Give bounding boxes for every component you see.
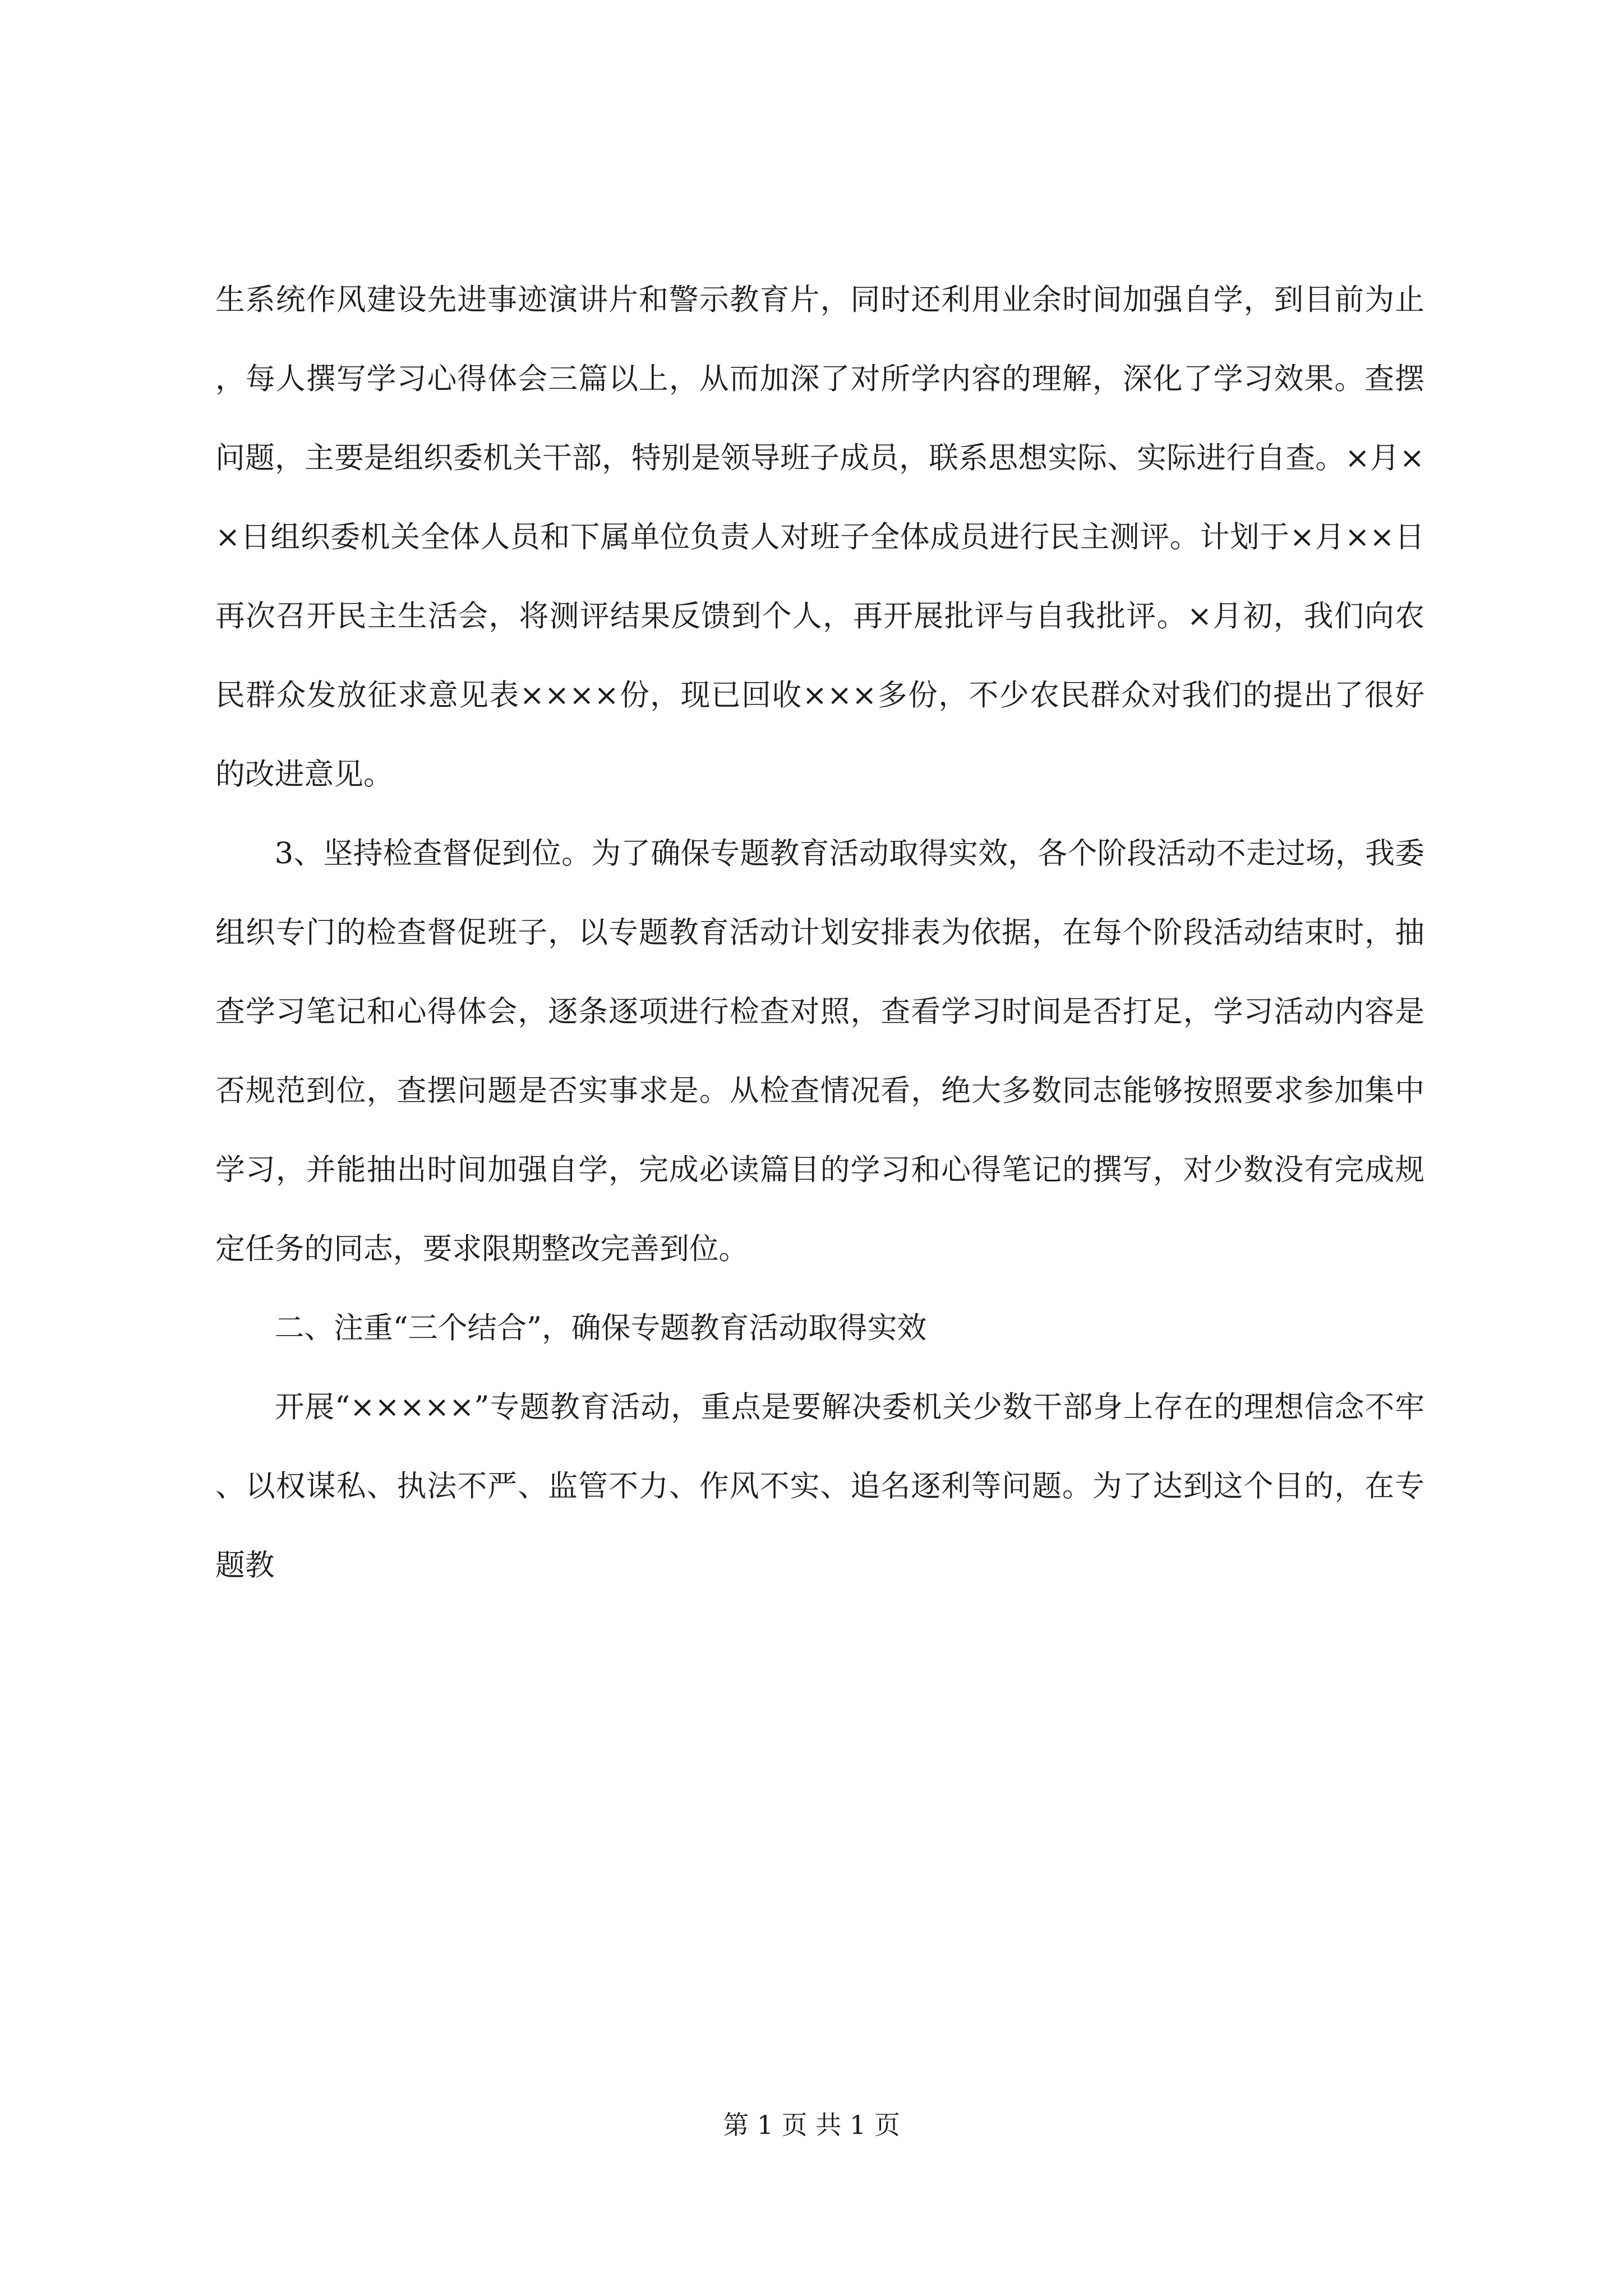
paragraph-continuation: 生系统作风建设先进事迹演讲片和警示教育片，同时还利用业余时间加强自学，到目前为止，每人撰写学习心得体会三篇以上，从而加深了对所学内容的理解，深化了学习效果。查摆问题，主要是组织委机关干部，特别是领导班子成员，联系思想实际、实际进行自查。×月××日组织委机关全体人员和下属单位负责人对班子全体成员进行民主测评。计划于×月××日再次召开民主生活会，将测评结果反馈到个人，再开展批评与自我批评。×月初，我们向农民群众发放征求意见表××××份，现已回收×××多份，不少农民群众对我们的提出了很好的改进意见。 [215,283,1424,792]
paragraph-special-education: 开展“×××××”专题教育活动，重点是要解决委机关少数干部身上存在的理想信念不牢、以权谋私、执法不严、监管不力、作风不实、追名逐利等问题。为了达到这个目的，在专题教 [215,1390,1424,1582]
page-number-footer: 第 1 页 共 1 页 [723,2110,900,2140]
document-body [215,260,1424,1605]
paragraph-inspection-supervision: 3、坚持检查督促到位。为了确保专题教育活动取得实效，各个阶段活动不走过场，我委组织专门的检查督促班子，以专题教育活动计划安排表为依据，在每个阶段活动结束时，抽查学习笔记和心得体会，逐条逐项进行检查对照，查看学习时间是否打足，学习活动内容是否规范到位，查摆问题是否实事求是。从检查情况看，绝大多数同志能够按照要求参加集中学习，并能抽出时间加强自学，完成必读篇目的学习和心得笔记的撰写，对少数没有完成规定任务的同志，要求限期整改完善到位。 [215,836,1424,1266]
section-heading-three-combinations: 二、注重“三个结合”，确保专题教育活动取得实效 [274,1311,927,1345]
